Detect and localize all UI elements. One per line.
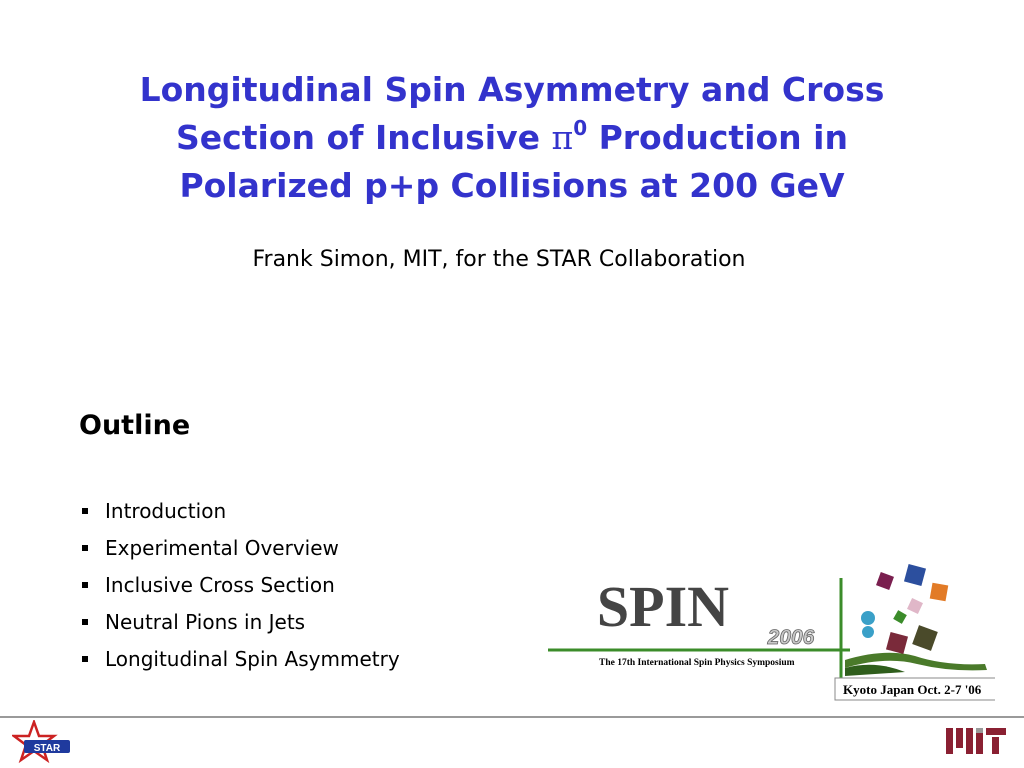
spin-place: Kyoto Japan Oct. 2-7 '06: [843, 682, 982, 697]
mit-logo-icon: [944, 724, 1008, 758]
bullet-icon: [82, 656, 88, 662]
pi-symbol: π: [551, 118, 574, 157]
grass-shadow: [845, 665, 905, 676]
spin-subtitle: The 17th International Spin Physics Symposium: [599, 658, 795, 668]
outline-list: [79, 492, 400, 677]
outline-item: [79, 640, 400, 677]
bullet-icon: [82, 545, 88, 551]
title-line-2: [62, 114, 962, 162]
decorative-tiles-icon: [861, 564, 948, 654]
outline-item-label: Experimental Overview: [105, 535, 339, 560]
spin-year: 2006: [767, 626, 815, 649]
star-logo: [12, 720, 78, 766]
bullet-icon: [82, 619, 88, 625]
outline-heading: Outline: [79, 410, 191, 441]
spin2006-logo: [545, 560, 995, 710]
outline-item: [79, 566, 400, 603]
title-line-3: Polarized p+p Collisions at 200 GeV: [179, 166, 845, 205]
pi-superscript: 0: [573, 116, 588, 140]
bullet-icon: [82, 508, 88, 514]
outline-item: [79, 492, 400, 529]
outline-item: [79, 603, 400, 640]
author-line: Frank Simon, MIT, for the STAR Collaboration: [252, 247, 746, 272]
star-logo-text: STAR: [33, 743, 61, 754]
bullet-icon: [82, 582, 88, 588]
title-line-1: Longitudinal Spin Asymmetry and Cross: [139, 70, 885, 109]
outline-item-label: Introduction: [105, 498, 227, 523]
outline-item-label: Inclusive Cross Section: [105, 572, 335, 597]
spin-word: SPIN: [596, 574, 730, 639]
slide-title: [62, 66, 962, 210]
footer-divider: [0, 716, 1024, 718]
outline-item-label: Longitudinal Spin Asymmetry: [105, 646, 400, 671]
outline-item: [79, 529, 400, 566]
title-line-2-end: Production in: [587, 118, 848, 157]
outline-item-label: Neutral Pions in Jets: [105, 609, 306, 634]
title-line-2-start: Section of Inclusive: [176, 118, 552, 157]
